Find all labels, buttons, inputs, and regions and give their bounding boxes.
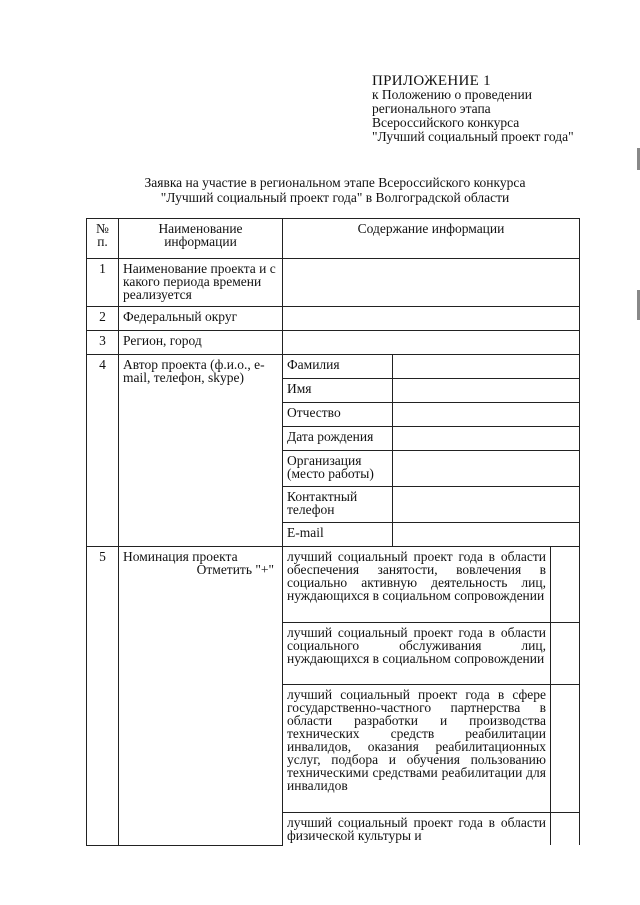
author-row bbox=[87, 355, 580, 379]
nomination-title: Номинация проекта bbox=[123, 549, 238, 564]
header-num: № п. bbox=[87, 219, 119, 259]
row-value-cell[interactable] bbox=[283, 259, 580, 307]
row-num: 3 bbox=[87, 331, 119, 355]
nomination-mark-hint: Отметить "+" bbox=[196, 562, 274, 577]
header-name: Наименование информации bbox=[119, 219, 283, 259]
heading-line: "Лучший социальный проект года" в Волгоградской области bbox=[160, 190, 510, 205]
field-label-email: E-mail bbox=[283, 523, 393, 547]
field-value-email[interactable] bbox=[393, 523, 580, 547]
field-value-name[interactable] bbox=[393, 379, 580, 403]
field-value-birthdate[interactable] bbox=[393, 427, 580, 451]
appendix-line: регионального этапа bbox=[372, 101, 491, 116]
row-name: Федеральный округ bbox=[119, 307, 283, 331]
form-heading bbox=[100, 175, 570, 205]
table-row bbox=[87, 307, 580, 331]
field-label-phone: Контактный телефон bbox=[283, 487, 393, 523]
field-label-patronymic: Отчество bbox=[283, 403, 393, 427]
table-row bbox=[87, 259, 580, 307]
appendix-line: к Положению о проведении bbox=[372, 87, 532, 102]
field-value-phone[interactable] bbox=[393, 487, 580, 523]
appendix-line: Всероссийского конкурса bbox=[372, 115, 520, 130]
field-value-organization[interactable] bbox=[393, 451, 580, 487]
row-num: 5 bbox=[87, 547, 119, 846]
field-label-surname: Фамилия bbox=[283, 355, 393, 379]
table-header-row bbox=[87, 219, 580, 259]
appendix-line: "Лучший социальный проект года" bbox=[372, 129, 574, 144]
row-name: Автор проекта (ф.и.о., e-mail, телефон, skype) bbox=[119, 355, 283, 547]
row-value-cell[interactable] bbox=[283, 307, 580, 331]
appendix-block bbox=[372, 74, 634, 144]
row-name: Регион, город bbox=[119, 331, 283, 355]
appendix-title: ПРИЛОЖЕНИЕ 1 bbox=[372, 73, 491, 89]
field-label-organization: Организация (место работы) bbox=[283, 451, 393, 487]
nomination-option: лучший социальный проект года в области социального обслуживания лиц, нуждающихся в социальном сопровождении bbox=[283, 623, 551, 685]
nomination-option: лучший социальный проект года в области физической культуры и bbox=[283, 813, 551, 846]
table-row bbox=[87, 331, 580, 355]
field-label-birthdate: Дата рождения bbox=[283, 427, 393, 451]
nomination-option: лучший социальный проект года в сфере государственно-частного партнерства в области разработки и производства технических средств реабилитации инвалидов, оказания реабилитационных услуг, подбора и обучения пользованию техническими средствами реабилитации для инвалидов bbox=[283, 685, 551, 813]
nomination-name-cell bbox=[119, 547, 283, 846]
application-form-table bbox=[86, 218, 580, 846]
row-num: 2 bbox=[87, 307, 119, 331]
nomination-mark-cell[interactable] bbox=[551, 623, 580, 685]
nomination-row bbox=[87, 547, 580, 623]
nomination-option: лучший социальный проект года в области обеспечения занятости, вовлечения в социально активную деятельность лиц, нуждающихся в социальном сопровождении bbox=[283, 547, 551, 623]
field-value-patronymic[interactable] bbox=[393, 403, 580, 427]
heading-line: Заявка на участие в региональном этапе Всероссийского конкурса bbox=[144, 175, 526, 190]
row-name: Наименование проекта и с какого периода времени реализуется bbox=[119, 259, 283, 307]
nomination-mark-cell[interactable] bbox=[551, 813, 580, 846]
header-content: Содержание информации bbox=[283, 219, 580, 259]
row-value-cell[interactable] bbox=[283, 331, 580, 355]
row-num: 4 bbox=[87, 355, 119, 547]
field-label-name: Имя bbox=[283, 379, 393, 403]
nomination-mark-cell[interactable] bbox=[551, 547, 580, 623]
field-value-surname[interactable] bbox=[393, 355, 580, 379]
nomination-mark-cell[interactable] bbox=[551, 685, 580, 813]
row-num: 1 bbox=[87, 259, 119, 307]
